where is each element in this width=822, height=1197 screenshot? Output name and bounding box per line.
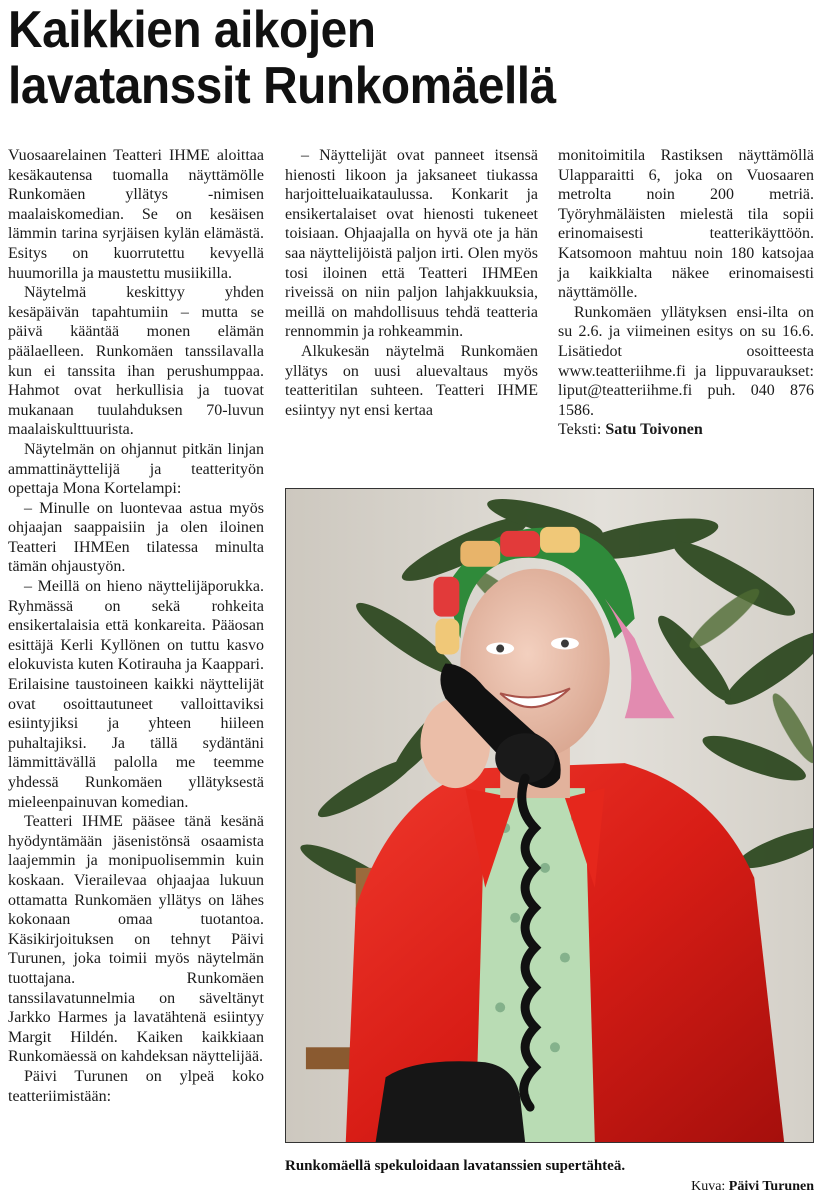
quote-paragraph: – Meillä on hieno näyttelijäporukka. Ryhmässä on sekä rohkeita ensikertalaisia että konkareita. Pääosan esittäjä Kerli Kyllönen on tuttu kasvo elokuvista kuten Kotirauha ja Kaappari. Erilaisine taustoineen kaikki näyttelijät ovat osoittautuneet valloittaviksi esiintyjiksi ja yhteen hiileen puhaltajiksi. Ja tällä sydäntäni lämmittävällä palolla me teemme yhdessä Runkomäen yllätyksestä mieleenpainuvan komedian. [8, 578, 264, 811]
paragraph: Näytelmä keskittyy yhden kesäpäivän tapahtumiin – mutta se päivä kääntää monen elämän päälaelleen. Runkomäen tanssilavalla kun ei tanssita ihan perushumppaa. Hahmot ovat herkullisia ja tuovat mukanaan tuulahduksen 70-luvun maalaiskulttuurista. [8, 284, 264, 439]
photo-illustration [286, 489, 813, 1142]
byline-author: Satu Toivonen [605, 421, 703, 439]
quote-paragraph: – Minulle on luontevaa astua myös ohjaajan saappaisiin ja olen iloinen Teatteri IHMEen tilatessa minulta tämän ohjaustyön. [8, 499, 264, 576]
paragraph: Teatteri IHME pääsee tänä kesänä hyödyntämään jäsenistönsä osaamista laajemmin ja monipuolisemmin kuin koskaan. Vierailevaa ohjaajaa lukuun ottamatta Runkomäen yllätys on lähes kokonaan omaa tuotantoa. Käsikirjoituksen on tehnyt Päivi Turunen, joka toimii myös näytelmän tuottajana. Runkomäen tanssilavatunnelmia on säveltänyt Jarkko Harmes ja lavatähtenä esiintyy Margit Hildén. Kaiken kaikkiaan Runkomäessä on kahdeksan näyttelijää. [8, 813, 264, 1066]
quote-paragraph: – Näyttelijät ovat panneet itsensä hienosti likoon ja jaksaneet tiukassa harjoitteluaikataulussa. Konkarit ja ensikertalaiset ovat hienosti tukeneet toisiaan. Ohjaajalla on hyvä ote ja hän saa näyttelijöistä paljon irti. Olen myös tosi iloinen että Teatteri IHMEen riveissä on niin paljon lahjakkuuksia, meillä on mahdollisuus tehdä teatteria rennommin ja rohkeammin. [285, 147, 538, 341]
article-photo [285, 488, 814, 1143]
paragraph: Vuosaarelainen Teatteri IHME aloittaa kesäkautensa tuomalla näyttämölle Runkomäen yllätys -nimisen maalaiskomedian. Se on kesäisen lämmin tarina syrjäisen kylän elämästä. Esitys on kuorrutettu kevyellä huumorilla ja maustettu musiikilla. [8, 147, 264, 282]
photo-credit [691, 1178, 814, 1195]
byline-label: Teksti: [558, 421, 602, 439]
headline [8, 2, 753, 114]
article-column-3 [558, 146, 814, 440]
byline [558, 420, 814, 440]
paragraph: monitoimitila Rastiksen näyttämöllä Ulapparaitti 6, joka on Vuosaaren metrolta noin 200 metriä. Työryhmäläisten mielestä tila sopii erinomaisesti teatterikäyttöön. Katsomoon mahtuu noin 180 katsojaa ja kaikkialta näkee erinomaisesti näyttämölle. [558, 147, 814, 302]
headline-line-2: lavatanssit Runkomäellä [8, 57, 556, 115]
paragraph: Runkomäen yllätyksen ensi-ilta on su 2.6. ja viimeinen esitys on su 16.6. Lisätiedot osoitteesta www.teatteriihme.fi ja lippuvaraukset: liput@teatteriihme.fi puh. 040 876 1586. [558, 303, 814, 419]
headline-line-1: Kaikkien aikojen [8, 1, 376, 59]
paragraph: Päivi Turunen on ylpeä koko teatteriimistään: [8, 1067, 264, 1105]
photo-caption: Runkomäellä spekuloidaan lavatanssien supertähteä. [285, 1158, 626, 1174]
photo-credit-label: Kuva: [691, 1179, 726, 1194]
article-column-2 [285, 146, 538, 420]
photo-credit-name: Päivi Turunen [728, 1179, 814, 1194]
paragraph: Näytelmän on ohjannut pitkän linjan ammattinäyttelijä ja teatterityön opettaja Mona Kortelampi: [8, 440, 264, 498]
article-column-1 [8, 146, 264, 1106]
paragraph: Alkukesän näytelmä Runkomäen yllätys on uusi aluevaltaus myös teatteritilan suhteen. Teatteri IHME esiintyy nyt ensi kertaa [285, 342, 538, 419]
